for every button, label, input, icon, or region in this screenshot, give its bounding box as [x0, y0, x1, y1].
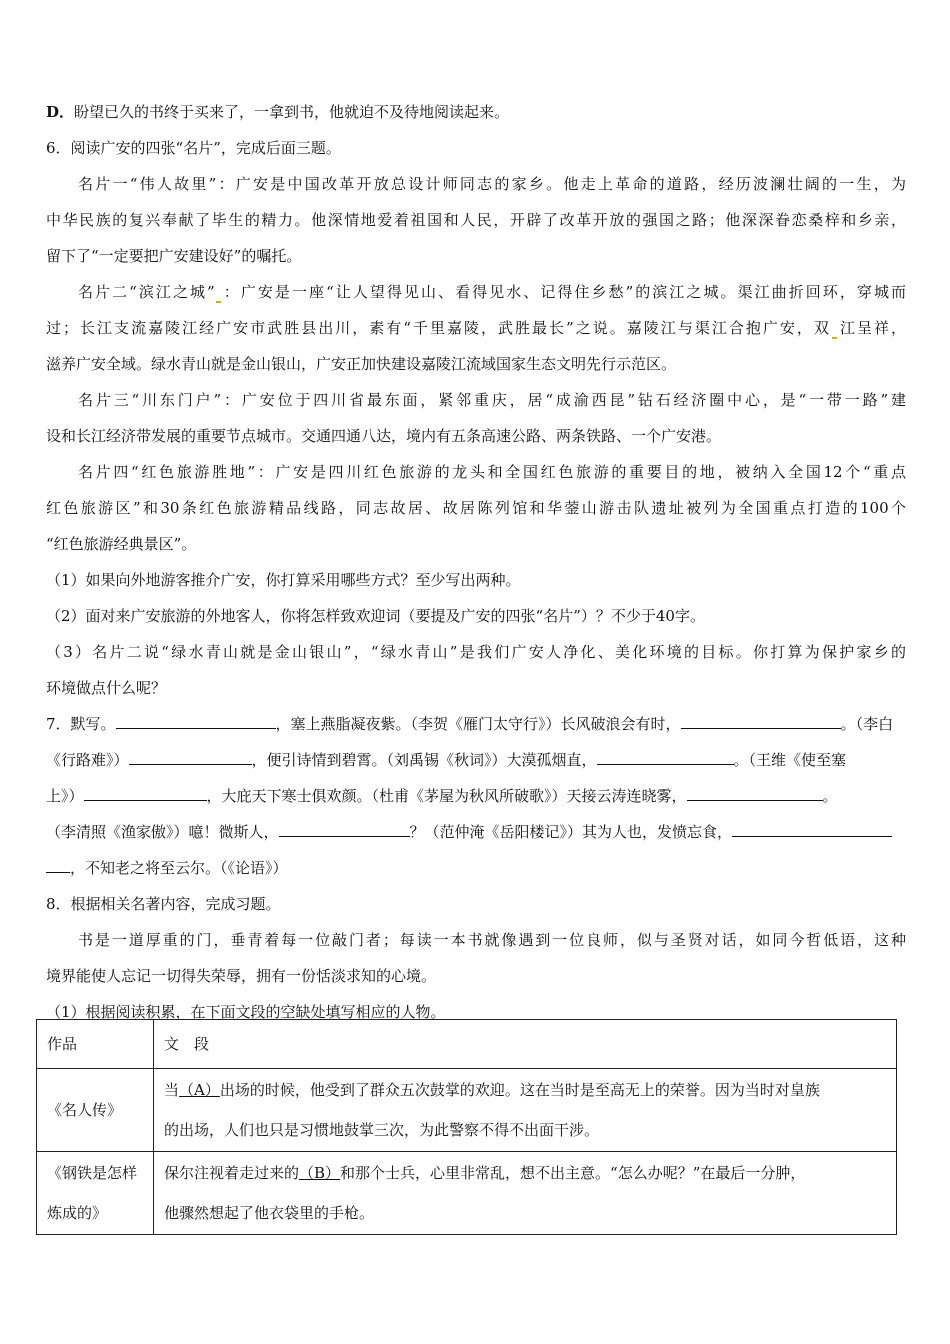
- answer-blank[interactable]: [116, 713, 276, 729]
- q6-sub1: （1）如果向外地游客推介广安，你打算采用哪些方式？至少写出两种。: [46, 571, 521, 589]
- row2-blank-b[interactable]: （B）: [299, 1164, 341, 1182]
- q7-line2: [46, 749, 846, 771]
- q7-l1-a: 7．默写。: [46, 715, 116, 733]
- answer-blank[interactable]: [129, 749, 252, 765]
- q7-l1-b: ，塞上燕脂凝夜紫。（李贺《雁门太守行》）长风破浪会有时，: [275, 715, 681, 733]
- q7-l3-b: ，大庇天下寒士俱欢颜。（杜甫《茅屋为秋风所破歌》）天接云涛连晓雾，: [206, 787, 687, 805]
- option-d: [46, 101, 509, 123]
- card2-line3: 滋养广安全域。绿水青山就是金山银山，广安正加快建设嘉陵江流域国家生态文明先行示范区。: [46, 355, 677, 373]
- q8-passage-line2: 境界能使人忘记一切得失荣辱，拥有一份恬淡求知的心境。: [46, 967, 437, 985]
- q6-sub3-line1: （3）名片二说“绿水青山就是金山银山”，“绿水青山”是我们广安人净化、美化环境的目标。你打算为保护家乡的: [46, 643, 906, 661]
- q6-sub2: （2）面对来广安旅游的外地客人，你将怎样致欢迎词（要提及广安的四张“名片”）？不少于40字。: [46, 607, 705, 625]
- works-table: [36, 1019, 897, 1235]
- row2-line2: 他骤然想起了他衣袋里的手枪。: [164, 1204, 375, 1222]
- q8-sub1: （1）根据阅读积累，在下面文段的空缺处填写相应的人物。: [46, 1003, 446, 1021]
- row2-work-l2: 炼成的》: [47, 1204, 108, 1222]
- q7-line3: [46, 785, 838, 807]
- answer-blank[interactable]: [597, 749, 734, 765]
- card1-line2: 中华民族的复兴奉献了毕生的精力。他深情地爱着祖国和人民，开辟了改革开放的强国之路；他深深眷恋桑梓和乡亲，: [46, 211, 906, 229]
- option-d-text: 盼望已久的书终于买来了，一拿到书，他就迫不及待地阅读起来。: [74, 103, 510, 121]
- table-row: [37, 1069, 897, 1152]
- answer-blank[interactable]: [732, 821, 892, 837]
- card2-line2: [46, 317, 906, 339]
- q7-line5: [46, 857, 288, 879]
- row1-blank-a[interactable]: （A）: [179, 1081, 220, 1099]
- row2-post: 和那个士兵，心里非常乱，想不出主意。“怎么办呢？”在最后一分肿，: [340, 1164, 806, 1182]
- q7-line1: [46, 713, 893, 735]
- card3-line1: 名片三“川东门户”：广安位于四川省最东面，紧邻重庆，居“成渝西昆”钻石经济圈中心，是“一带一路”建: [78, 391, 906, 409]
- card3-line2: 设和长江经济带发展的重要节点城市。交通四通八达，境内有五条高速公路、两条铁路、一个广安港。: [46, 427, 722, 445]
- card4-line1: 名片四“红色旅游胜地”：广安是四川红色旅游的龙头和全国红色旅游的重要目的地，被纳入全国12个“重点: [78, 463, 906, 481]
- row1-post: 出场的时候，他受到了群众五次鼓掌的欢迎。这在当时是至高无上的荣誉。因为当时对皇族: [219, 1081, 820, 1099]
- q7-l2-c: 。（王维《使至塞: [733, 751, 847, 769]
- card1-line1: 名片一“伟人故里”：广安是中国改革开放总设计师同志的家乡。他走上革命的道路，经历波澜壮阔的一生，为: [78, 175, 906, 193]
- card2-title: 名片二“滨江之城”: [78, 283, 215, 301]
- table-row: [37, 1152, 897, 1235]
- answer-blank[interactable]: [687, 785, 823, 801]
- card2-line2-text-b: 江呈祥，: [837, 319, 906, 337]
- row1-passage: [154, 1069, 897, 1152]
- row2-work: [37, 1152, 154, 1235]
- q7-l1-c: 。（李白: [840, 715, 894, 733]
- card4-line3: “红色旅游经典景区”。: [46, 535, 197, 553]
- answer-blank[interactable]: [681, 713, 841, 729]
- header-work: 作品: [37, 1020, 154, 1069]
- q7-l4-b: ？（范仲淹《岳阳楼记》）其为人也，发愤忘食，: [409, 823, 733, 841]
- answer-blank[interactable]: [46, 857, 70, 873]
- option-d-letter: D．: [46, 103, 75, 121]
- card2-line2-text-a: 过；长江支流嘉陵江经广安市武胜县出川，素有“千里嘉陵，武胜最长”之说。嘉陵江与渠江合抱广安，双: [46, 319, 831, 337]
- table-header-row: [37, 1020, 897, 1069]
- highlight-mark: [216, 301, 221, 303]
- row1-pre: 当: [164, 1081, 180, 1099]
- answer-blank[interactable]: [279, 821, 410, 837]
- row2-passage: [154, 1152, 897, 1235]
- row1-work: 《名人传》: [37, 1069, 154, 1152]
- answer-blank[interactable]: [84, 785, 207, 801]
- card2-text: 广安是一座“让人望得见山、看得见水、记得住乡愁”的滨江之城。渠江曲折回环，穿城而: [240, 283, 906, 301]
- q8-heading: 8．根据相关名著内容，完成习题。: [46, 895, 281, 913]
- highlight-mark: [832, 337, 837, 339]
- q7-l3-c: 。: [822, 787, 838, 805]
- q7-l2-a: 《行路难》）: [46, 751, 129, 769]
- card2-line1: 名片二“滨江之城” ：广安是一座“让人望得见山、看得见水、记得住乡愁”的滨江之城。渠江曲折回环，穿城而: [78, 283, 906, 301]
- q7-l3-a: 上》）: [46, 787, 84, 805]
- q7-l5-text: ，不知老之将至云尔。（《论语》）: [70, 859, 288, 877]
- q7-l4-a: （李清照《渔家傲》）噫！微斯人，: [46, 823, 279, 841]
- row2-work-l1: 《钢铁是怎样: [47, 1164, 138, 1182]
- card4-line2: 红色旅游区”和30条红色旅游精品线路，同志故居、故居陈列馆和华蓥山游击队遗址被列为全国重点打造的100个: [46, 499, 906, 517]
- q6-sub3-line2: 环境做点什么呢？: [46, 679, 167, 697]
- card1-line3: 留下了“一定要把广安建设好”的嘱托。: [46, 247, 302, 265]
- q8-passage-line1: 书是一道厚重的门，垂青着每一位敲门者；每读一本书就像遇到一位良师，似与圣贤对话，如同今哲低语，这种: [78, 931, 906, 949]
- q6-heading: 6．阅读广安的四张“名片”，完成后面三题。: [46, 139, 341, 157]
- row1-line2: 的出场，人们也只是习惯地鼓掌三次，为此警察不得不出面干涉。: [164, 1121, 600, 1139]
- q7-line4: [46, 821, 892, 843]
- row2-pre: 保尔注视着走过来的: [164, 1164, 300, 1182]
- q7-l2-b: ，便引诗情到碧霄。（刘禹锡《秋词》）大漠孤烟直，: [251, 751, 597, 769]
- header-passage: 文 段: [154, 1020, 897, 1069]
